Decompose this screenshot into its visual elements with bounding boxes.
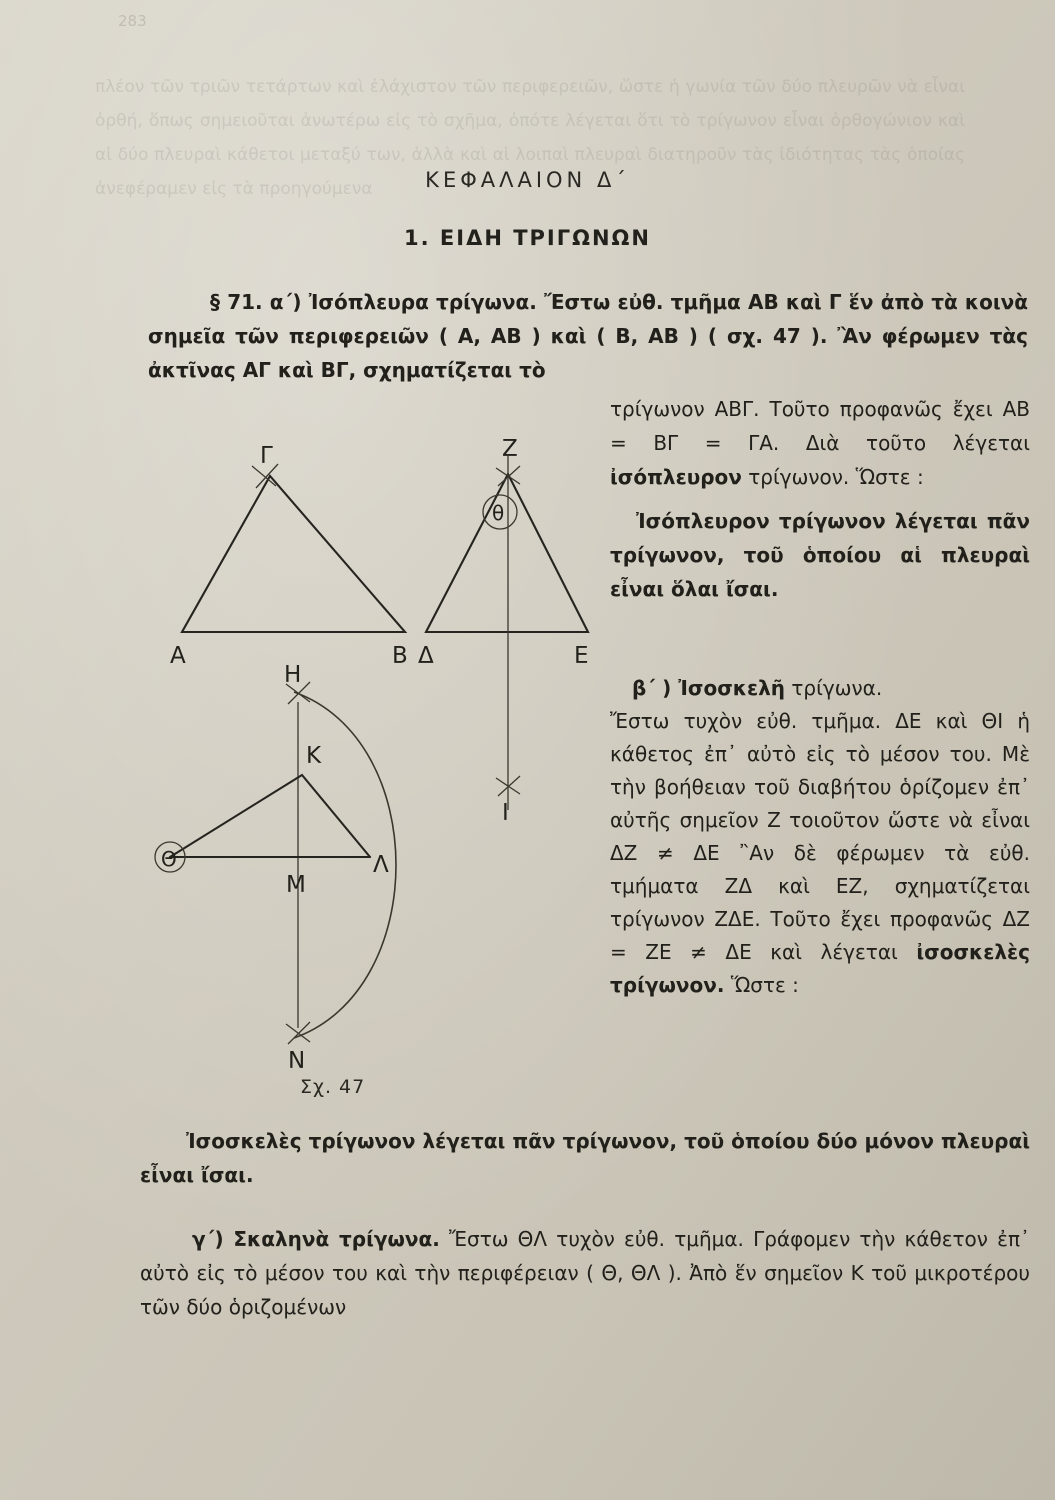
label-kappa: Κ <box>306 743 322 769</box>
paragraph-intro-text: § 71. α΄) Ἰσόπλευρα τρίγωνα. Ἔστω εὐθ. τμῆμα ΑΒ καὶ Γ ἕν ἀπὸ τὰ κοινὰ σημεῖα τῶν περιφερειῶν ( Α, ΑΒ ) καὶ ( Β, ΑΒ ) ( σχ. 47 ). Ἂν φέρωμεν τὰς ἀκτῖνας ΑΓ καὶ ΒΓ, σχηματίζεται τὸ <box>148 290 1028 382</box>
label-delta: Δ <box>418 643 434 669</box>
paragraph-intro <box>148 285 1028 387</box>
figure-sch-47 <box>130 420 600 1080</box>
triangle-dez <box>426 456 588 810</box>
chapter-heading: ΚΕΦΑΛΑΙΟΝ Δ΄ <box>425 168 630 192</box>
triangle-abc <box>182 464 405 632</box>
subsection-isosceles-heading <box>610 672 1030 705</box>
column-right-second <box>610 672 1030 1002</box>
scalene-construction <box>155 682 396 1044</box>
label-eta: Η <box>284 662 302 688</box>
column-right-first <box>610 392 1030 606</box>
definition-equilateral: Ἰσόπλευρον τρίγωνον λέγεται πᾶν τρίγωνον, τοῦ ὁποίου αἱ πλευραὶ εἶναι ὅλαι ἴσαι. <box>610 509 1030 601</box>
label-alpha: Α <box>170 643 186 669</box>
label-mu: Μ <box>286 872 306 898</box>
definition-isosceles-text: Ἰσοσκελὲς τρίγωνον λέγεται πᾶν τρίγωνον, τοῦ ὁποίου δύο μόνον πλευραὶ εἶναι ἴσαι. <box>140 1129 1030 1187</box>
col2-term-isosceles: ἰσοσκελὲς τρίγωνον. <box>610 940 1030 997</box>
label-zeta: Ζ <box>502 436 518 462</box>
ghost-folio: 283 <box>118 12 147 30</box>
ghost-showthrough-text: πλέον τῶν τριῶν τετάρτων καὶ ἐλάχιστον τῶν περιφερειῶν, ὥστε ἡ γωνία τῶν δύο πλευρῶν νὰ εἶναι ὀρθή, ὅπως σημειοῦται ἀνωτέρω εἰς τὸ σχῆμα, ὁπότε λέγεται ὅτι τὸ τρίγωνον εἶναι ὀρθογώνιον καὶ αἱ δύο πλευραὶ κάθετοι μεταξύ των, ἀλλὰ καὶ αἱ λοιπαὶ πλευραὶ διατηροῦν τὰς ἰδιότητας τὰς ὁποίας ἀνεφέραμεν εἰς τὰ προηγούμενα <box>95 77 965 199</box>
col2-text-tail: Ὥστε : <box>724 973 799 997</box>
label-theta: Θ <box>161 847 177 871</box>
label-lambda: Λ <box>373 852 389 878</box>
label-epsilon: Ε <box>574 643 589 669</box>
paragraph-scalene-text: Ἔστω ΘΛ τυχὸν εὐθ. τμῆμα. Γράφομεν τὴν κάθετον ἐπ᾿ αὐτὸ εἰς τὸ μέσον του καὶ τὴν περιφέρειαν ( Θ, ΘΛ ). Ἀπὸ ἕν σημεῖον Κ τοῦ μικροτέρου τῶν δύο ὁριζομένων <box>140 1227 1030 1319</box>
label-iota: Ι <box>502 800 509 826</box>
col1-term-isopleuron: ἰσόπλευρον <box>610 465 742 489</box>
label-nu: Ν <box>288 1048 306 1074</box>
col1-text-a: τρίγωνον ΑΒΓ. Τοῦτο προφανῶς ἔχει ΑΒ = ΒΓ = ΓΑ. Διὰ τοῦτο λέγεται <box>610 397 1030 455</box>
definition-isosceles <box>140 1124 1030 1192</box>
subsection-isosceles-suffix: τρίγωνα. <box>785 676 883 700</box>
label-theta-angle: θ <box>492 501 505 525</box>
section-heading: 1. ΕΙΔΗ ΤΡΙΓΩΝΩΝ <box>404 226 651 250</box>
col1-text-b: τρίγωνον. Ὥστε : <box>741 465 924 489</box>
label-gamma: Γ <box>260 443 273 469</box>
subsection-isosceles-label: β΄ ) Ἰσοσκελῆ <box>632 676 786 700</box>
paragraph-scalene <box>140 1222 1030 1324</box>
figure-caption: Σχ. 47 <box>300 1076 366 1098</box>
subsection-scalene-label: γ΄) Σκαληνὰ τρίγωνα. <box>192 1227 440 1251</box>
label-beta: Β <box>392 643 408 669</box>
col2-text: Ἔστω τυχὸν εὐθ. τμῆμα. ΔΕ καὶ ΘΙ ἡ κάθετος ἐπ᾿ αὐτὸ εἰς τὸ μέσον του. Μὲ τὴν βοήθειαν τοῦ διαβήτου ὁρίζομεν ἐπ᾿ αὐτῆς σημεῖον Ζ τοιοῦτον ὥστε νὰ εἶναι ΔΖ ≠ ΔΕ ῍Αν δὲ φέρωμεν τὰ εὐθ. τμήματα ΖΔ καὶ ΕΖ, σχηματίζεται τρίγωνον ΖΔΕ. Τοῦτο ἔχει προφανῶς ΔΖ = ΖΕ ≠ ΔΕ καὶ λέγεται <box>610 709 1030 964</box>
